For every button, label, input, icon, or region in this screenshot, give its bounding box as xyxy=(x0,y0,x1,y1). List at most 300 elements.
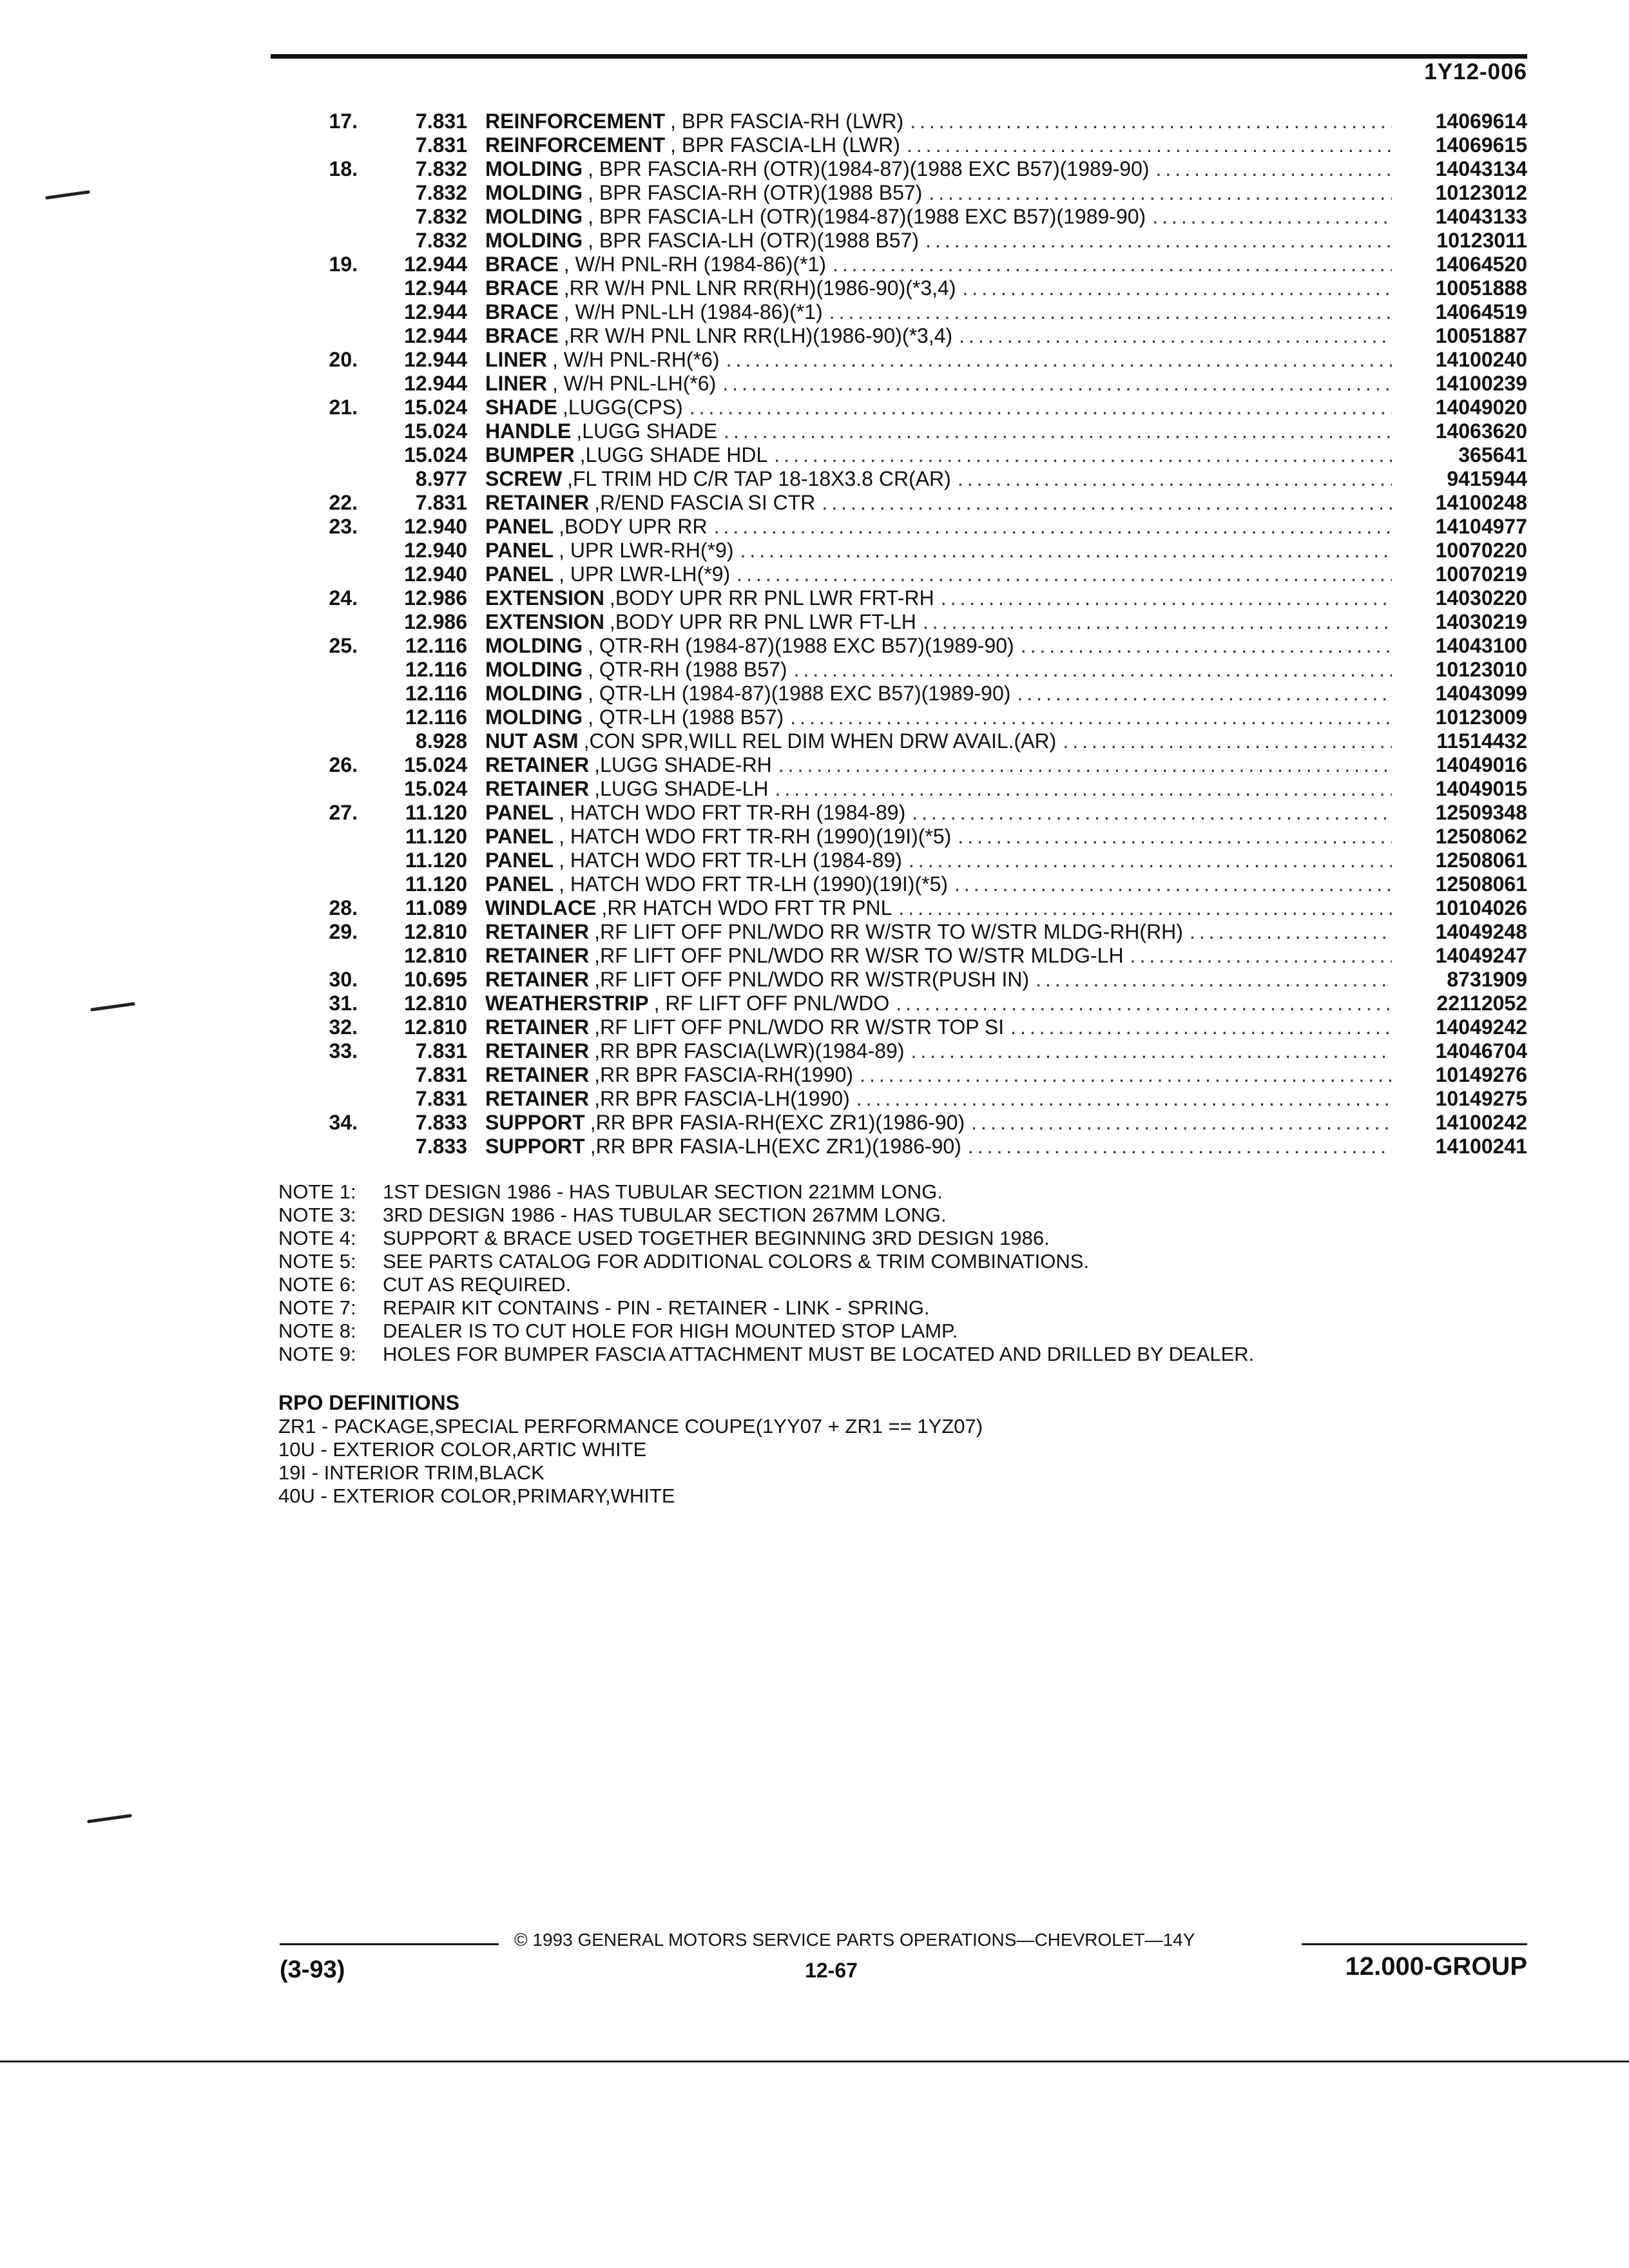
part-detail: ,RR W/H PNL LNR RR(LH)(1986-90)(*3,4) xyxy=(563,324,953,347)
dot-leader xyxy=(962,276,1392,300)
part-description xyxy=(485,396,1398,419)
dot-leader xyxy=(833,253,1392,276)
group-number: 7.831 xyxy=(415,1087,467,1110)
group-number: 11.120 xyxy=(405,872,467,896)
group-number: 15.024 xyxy=(404,396,467,419)
part-name: MOLDING xyxy=(485,181,583,204)
group-number: 12.940 xyxy=(404,562,467,586)
ref-number: 23. xyxy=(329,515,358,538)
note-text: HOLES FOR BUMPER FASCIA ATTACHMENT MUST BE LOCATED AND DRILLED BY DEALER. xyxy=(383,1343,1255,1365)
part-detail: ,BODY UPR RR PNL LWR FRT-RH xyxy=(609,586,934,610)
part-row xyxy=(284,1015,1527,1039)
part-number: 14043100 xyxy=(1435,634,1527,657)
part-description xyxy=(485,324,1398,348)
part-description xyxy=(485,920,1398,944)
part-description xyxy=(485,849,1398,872)
ref-number: 17. xyxy=(329,110,358,133)
dot-leader xyxy=(959,324,1392,348)
part-number: 10149275 xyxy=(1435,1087,1527,1110)
part-description xyxy=(485,562,1398,586)
ref-number: 25. xyxy=(329,634,358,657)
ref-number: 21. xyxy=(329,396,358,419)
part-detail: ,RR BPR FASCIA(LWR)(1984-89) xyxy=(594,1039,905,1062)
part-name: RETAINER xyxy=(485,491,590,514)
part-detail: ,RF LIFT OFF PNL/WDO RR W/STR TO W/STR MLDG-RH(RH) xyxy=(594,920,1183,943)
part-name: MOLDING xyxy=(485,634,583,657)
part-number: 10123010 xyxy=(1435,658,1527,681)
part-detail: ,RF LIFT OFF PNL/WDO RR W/STR TOP SI xyxy=(594,1015,1005,1039)
part-name: EXTENSION xyxy=(485,610,604,633)
part-name: RETAINER xyxy=(485,1039,590,1062)
part-number: 14049020 xyxy=(1435,396,1527,419)
part-number: 9415944 xyxy=(1447,467,1527,490)
part-detail: , RF LIFT OFF PNL/WDO xyxy=(653,992,890,1015)
part-detail: ,BODY UPR RR PNL LWR FT-LH xyxy=(609,610,916,633)
part-description xyxy=(485,944,1398,968)
part-row xyxy=(284,729,1527,753)
dot-leader xyxy=(794,658,1392,682)
dot-leader xyxy=(726,348,1392,372)
part-name: MOLDING xyxy=(485,205,583,228)
part-row xyxy=(284,849,1527,872)
ref-number: 19. xyxy=(329,253,358,276)
ref-number: 30. xyxy=(329,968,358,991)
part-detail: ,BODY UPR RR xyxy=(559,515,708,538)
group-number: 7.832 xyxy=(415,157,467,180)
part-number: 14049015 xyxy=(1435,777,1527,800)
group-number: 10.695 xyxy=(404,968,467,991)
part-number: 10123012 xyxy=(1435,181,1527,204)
part-number: 14043134 xyxy=(1435,157,1527,180)
part-number: 10149276 xyxy=(1435,1063,1527,1086)
part-detail: ,RF LIFT OFF PNL/WDO RR W/STR(PUSH IN) xyxy=(594,968,1030,991)
dot-leader xyxy=(860,1063,1392,1087)
group-number: 12.944 xyxy=(404,372,467,395)
part-row xyxy=(284,443,1527,467)
part-number: 14104977 xyxy=(1435,515,1527,538)
part-description xyxy=(485,825,1398,849)
part-detail: ,R/END FASCIA SI CTR xyxy=(594,491,816,514)
part-detail: , W/H PNL-LH (1984-86)(*1) xyxy=(563,300,823,323)
part-detail: ,LUGG SHADE-RH xyxy=(594,753,772,776)
part-detail: ,CON SPR,WILL REL DIM WHEN DRW AVAIL.(AR) xyxy=(583,729,1057,753)
group-number: 7.831 xyxy=(415,1063,467,1086)
ref-number: 34. xyxy=(329,1111,358,1134)
dot-leader xyxy=(907,133,1392,157)
group-number: 8.928 xyxy=(415,729,467,753)
footer-date: (3-93) xyxy=(280,1956,345,1983)
part-name: WEATHERSTRIP xyxy=(485,992,649,1015)
part-row xyxy=(284,229,1527,253)
dot-leader xyxy=(923,610,1392,634)
part-row xyxy=(284,419,1527,443)
part-detail: ,RR BPR FASIA-LH(EXC ZR1)(1986-90) xyxy=(590,1135,961,1158)
dot-leader xyxy=(724,419,1392,443)
group-number: 15.024 xyxy=(404,753,467,776)
part-row xyxy=(284,1135,1527,1158)
dot-leader xyxy=(1156,157,1392,181)
part-number: 12508061 xyxy=(1435,872,1527,896)
part-detail: , QTR-LH (1988 B57) xyxy=(588,706,784,729)
group-number: 12.944 xyxy=(404,253,467,276)
part-name: SHADE xyxy=(485,396,558,419)
part-name: BRACE xyxy=(485,276,559,300)
part-name: RETAINER xyxy=(485,753,590,776)
part-name: BRACE xyxy=(485,324,559,347)
part-detail: , W/H PNL-LH(*6) xyxy=(552,372,717,395)
part-name: MOLDING xyxy=(485,682,583,705)
dot-leader xyxy=(775,777,1392,801)
note-text: SUPPORT & BRACE USED TOGETHER BEGINNING 3RD DESIGN 1986. xyxy=(383,1227,1050,1249)
group-number: 11.089 xyxy=(405,896,467,919)
group-number: 11.120 xyxy=(405,849,467,872)
part-detail: , BPR FASCIA-LH (OTR)(1988 B57) xyxy=(588,229,920,252)
part-detail: ,RF LIFT OFF PNL/WDO RR W/SR TO W/STR MLDG-LH xyxy=(594,944,1124,967)
footer-rule-right xyxy=(1302,1943,1527,1945)
part-number: 14043133 xyxy=(1435,205,1527,228)
rpo-heading: RPO DEFINITIONS xyxy=(278,1391,459,1414)
part-number: 14064520 xyxy=(1435,253,1527,276)
dot-leader xyxy=(1152,205,1392,229)
part-detail: , W/H PNL-RH(*6) xyxy=(552,348,720,371)
notes-section xyxy=(278,1180,1503,1366)
part-detail: , BPR FASCIA-LH (LWR) xyxy=(670,133,900,157)
part-name: REINFORCEMENT xyxy=(485,133,666,157)
part-detail: ,RR HATCH WDO FRT TR PNL xyxy=(601,896,892,919)
part-detail: ,LUGG SHADE xyxy=(576,419,718,443)
part-description xyxy=(485,706,1398,729)
footer-page-number: 12-67 xyxy=(805,1959,858,1982)
group-number: 12.116 xyxy=(405,634,467,657)
group-number: 12.940 xyxy=(404,539,467,562)
part-number: 14100248 xyxy=(1435,491,1527,514)
note-text: CUT AS REQUIRED. xyxy=(383,1273,572,1296)
note-text: REPAIR KIT CONTAINS - PIN - RETAINER - LINK - SPRING. xyxy=(383,1296,930,1319)
part-detail: , BPR FASCIA-RH (LWR) xyxy=(670,110,904,133)
binder-mark xyxy=(45,190,90,200)
part-row xyxy=(284,706,1527,729)
dot-leader xyxy=(737,562,1392,586)
part-row xyxy=(284,1087,1527,1111)
part-number: 14064519 xyxy=(1435,300,1527,323)
ref-number: 27. xyxy=(329,801,358,824)
part-description xyxy=(485,157,1398,181)
note-label: NOTE 4: xyxy=(278,1227,356,1249)
part-description xyxy=(485,968,1398,992)
part-number: 14063620 xyxy=(1435,419,1527,443)
part-row xyxy=(284,872,1527,896)
part-row xyxy=(284,467,1527,491)
part-row xyxy=(284,300,1527,324)
part-name: SUPPORT xyxy=(485,1111,585,1134)
part-name: PANEL xyxy=(485,562,554,586)
part-row xyxy=(284,586,1527,610)
part-name: HANDLE xyxy=(485,419,572,443)
part-description xyxy=(485,253,1398,276)
note-row xyxy=(278,1227,1503,1250)
dot-leader xyxy=(774,443,1392,467)
part-number: 14049242 xyxy=(1435,1015,1527,1039)
part-description xyxy=(485,348,1398,372)
group-number: 12.810 xyxy=(404,920,467,943)
group-number: 12.944 xyxy=(404,300,467,323)
dot-leader xyxy=(740,539,1392,562)
part-row xyxy=(284,682,1527,706)
ref-number: 24. xyxy=(329,586,358,610)
note-label: NOTE 8: xyxy=(278,1320,356,1342)
part-detail: ,LUGG(CPS) xyxy=(563,396,683,419)
part-name: SCREW xyxy=(485,467,563,490)
group-number: 12.986 xyxy=(404,610,467,633)
part-detail: , QTR-RH (1984-87)(1988 EXC B57)(1989-90) xyxy=(588,634,1014,657)
part-description xyxy=(485,110,1398,133)
part-description xyxy=(485,610,1398,634)
part-name: NUT ASM xyxy=(485,729,579,753)
part-description xyxy=(485,276,1398,300)
part-number: 12508061 xyxy=(1435,849,1527,872)
part-description xyxy=(485,372,1398,396)
part-description xyxy=(485,801,1398,825)
note-row xyxy=(278,1250,1503,1273)
part-number: 14043099 xyxy=(1435,682,1527,705)
dot-leader xyxy=(790,706,1392,729)
part-number: 10123011 xyxy=(1436,229,1527,252)
part-detail: , HATCH WDO FRT TR-RH (1984-89) xyxy=(559,801,906,824)
group-number: 15.024 xyxy=(404,419,467,443)
dot-leader xyxy=(1010,1015,1392,1039)
dot-leader xyxy=(1017,682,1392,706)
part-name: BRACE xyxy=(485,300,559,323)
part-row xyxy=(284,562,1527,586)
group-number: 12.810 xyxy=(404,1015,467,1039)
part-name: PANEL xyxy=(485,539,554,562)
dot-leader xyxy=(722,372,1392,396)
dot-leader xyxy=(778,753,1392,777)
binder-mark xyxy=(87,1814,132,1823)
dot-leader xyxy=(856,1087,1392,1111)
dot-leader xyxy=(1190,920,1392,944)
part-description xyxy=(485,181,1398,205)
part-row xyxy=(284,658,1527,682)
part-name: PANEL xyxy=(485,825,554,848)
group-number: 7.833 xyxy=(415,1111,467,1134)
ref-number: 33. xyxy=(329,1039,358,1062)
part-description xyxy=(485,634,1398,658)
part-description xyxy=(485,491,1398,515)
ref-number: 31. xyxy=(329,992,358,1015)
part-name: RETAINER xyxy=(485,920,590,943)
part-name: MOLDING xyxy=(485,658,583,681)
dot-leader xyxy=(909,849,1392,872)
rpo-line: 40U - EXTERIOR COLOR,PRIMARY,WHITE xyxy=(278,1485,675,1507)
part-number: 8731909 xyxy=(1447,968,1527,991)
part-row xyxy=(284,825,1527,849)
part-name: BUMPER xyxy=(485,443,575,466)
part-number: 12508062 xyxy=(1435,825,1527,848)
part-detail: , HATCH WDO FRT TR-LH (1984-89) xyxy=(559,849,902,872)
part-description xyxy=(485,586,1398,610)
dot-leader xyxy=(829,300,1392,324)
part-name: SUPPORT xyxy=(485,1135,585,1158)
dot-leader xyxy=(958,467,1392,491)
dot-leader xyxy=(971,1111,1392,1135)
part-description xyxy=(485,872,1398,896)
ref-number: 32. xyxy=(329,1015,358,1039)
part-description xyxy=(485,539,1398,562)
dot-leader xyxy=(1063,729,1392,753)
group-number: 7.831 xyxy=(415,133,467,157)
ref-number: 20. xyxy=(329,348,358,371)
part-number: 14030219 xyxy=(1435,610,1527,633)
note-row xyxy=(278,1320,1503,1343)
part-description xyxy=(485,443,1398,467)
part-row xyxy=(284,324,1527,348)
dot-leader xyxy=(714,515,1392,539)
part-description xyxy=(485,419,1398,443)
part-detail: , QTR-LH (1984-87)(1988 EXC B57)(1989-90) xyxy=(588,682,1011,705)
part-number: 14069615 xyxy=(1435,133,1527,157)
group-number: 12.116 xyxy=(405,706,467,729)
ref-number: 26. xyxy=(329,753,358,776)
part-description xyxy=(485,1135,1398,1158)
note-label: NOTE 6: xyxy=(278,1273,356,1296)
part-name: MOLDING xyxy=(485,229,583,252)
note-text: SEE PARTS CATALOG FOR ADDITIONAL COLORS & TRIM COMBINATIONS. xyxy=(383,1250,1090,1273)
note-label: NOTE 3: xyxy=(278,1204,356,1226)
note-row xyxy=(278,1204,1503,1227)
group-number: 8.977 xyxy=(415,467,467,490)
dot-leader xyxy=(958,825,1392,849)
part-detail: , HATCH WDO FRT TR-LH (1990)(19I)(*5) xyxy=(559,872,949,896)
part-detail: , BPR FASCIA-LH (OTR)(1984-87)(1988 EXC B57)(1989-90) xyxy=(588,205,1146,228)
part-number: 10104026 xyxy=(1435,896,1527,919)
group-number: 7.832 xyxy=(415,181,467,204)
group-number: 7.831 xyxy=(415,1039,467,1062)
dot-leader xyxy=(941,586,1392,610)
part-number: 14069614 xyxy=(1435,110,1527,133)
bottom-rule xyxy=(0,2061,1629,2062)
group-number: 7.831 xyxy=(415,110,467,133)
part-row xyxy=(284,920,1527,944)
note-label: NOTE 7: xyxy=(278,1296,356,1319)
dot-leader xyxy=(1036,968,1392,992)
dot-leader xyxy=(1021,634,1392,658)
part-description xyxy=(485,658,1398,682)
part-description xyxy=(485,1039,1398,1063)
part-row xyxy=(284,253,1527,276)
rpo-line: ZR1 - PACKAGE,SPECIAL PERFORMANCE COUPE(1YY07 + ZR1 == 1YZ07) xyxy=(278,1415,983,1437)
group-number: 7.831 xyxy=(415,491,467,514)
note-label: NOTE 9: xyxy=(278,1343,356,1365)
part-detail: , UPR LWR-LH(*9) xyxy=(559,562,731,586)
part-description xyxy=(485,1015,1398,1039)
part-description xyxy=(485,229,1398,253)
dot-leader xyxy=(910,110,1392,133)
part-number: 14049248 xyxy=(1435,920,1527,943)
part-number: 10070220 xyxy=(1435,539,1527,562)
rpo-line: 10U - EXTERIOR COLOR,ARTIC WHITE xyxy=(278,1438,647,1461)
part-name: EXTENSION xyxy=(485,586,604,610)
part-row xyxy=(284,157,1527,181)
ref-number: 18. xyxy=(329,157,358,180)
rpo-line: 19I - INTERIOR TRIM,BLACK xyxy=(278,1461,545,1484)
part-row xyxy=(284,110,1527,133)
group-number: 11.120 xyxy=(405,825,467,848)
part-description xyxy=(485,467,1398,491)
part-row xyxy=(284,753,1527,777)
group-number: 15.024 xyxy=(404,443,467,466)
part-row xyxy=(284,1039,1527,1063)
part-detail: ,RR W/H PNL LNR RR(RH)(1986-90)(*3,4) xyxy=(563,276,956,300)
part-row xyxy=(284,992,1527,1015)
part-detail: ,LUGG SHADE-LH xyxy=(594,777,769,800)
part-row xyxy=(284,491,1527,515)
part-number: 10051887 xyxy=(1435,324,1527,347)
group-number: 12.986 xyxy=(404,586,467,610)
part-row xyxy=(284,348,1527,372)
part-detail: , UPR LWR-RH(*9) xyxy=(559,539,734,562)
part-number: 12509348 xyxy=(1435,801,1527,824)
part-name: PANEL xyxy=(485,801,554,824)
part-number: 14030220 xyxy=(1435,586,1527,610)
part-detail: , BPR FASCIA-RH (OTR)(1984-87)(1988 EXC B57)(1989-90) xyxy=(588,157,1150,180)
part-row xyxy=(284,1111,1527,1135)
dot-leader xyxy=(689,396,1392,419)
part-detail: ,RR BPR FASIA-RH(EXC ZR1)(1986-90) xyxy=(590,1111,965,1134)
dot-leader xyxy=(954,872,1392,896)
group-number: 12.116 xyxy=(405,658,467,681)
part-row xyxy=(284,610,1527,634)
part-detail: ,FL TRIM HD C/R TAP 18-18X3.8 CR(AR) xyxy=(567,467,951,490)
parts-list xyxy=(284,110,1527,1158)
dot-leader xyxy=(1130,944,1392,968)
group-number: 12.944 xyxy=(404,348,467,371)
group-number: 7.833 xyxy=(415,1135,467,1158)
part-row xyxy=(284,396,1527,419)
part-name: PANEL xyxy=(485,872,554,896)
part-row xyxy=(284,205,1527,229)
header-rule xyxy=(271,54,1527,59)
part-row xyxy=(284,801,1527,825)
part-row xyxy=(284,372,1527,396)
part-name: RETAINER xyxy=(485,968,590,991)
note-label: NOTE 1: xyxy=(278,1180,356,1203)
part-row xyxy=(284,181,1527,205)
part-row xyxy=(284,276,1527,300)
part-detail: ,LUGG SHADE HDL xyxy=(579,443,768,466)
note-row xyxy=(278,1296,1503,1320)
group-number: 12.116 xyxy=(405,682,467,705)
part-detail: , W/H PNL-RH (1984-86)(*1) xyxy=(563,253,826,276)
note-text: 1ST DESIGN 1986 - HAS TUBULAR SECTION 221MM LONG. xyxy=(383,1180,943,1203)
part-name: PANEL xyxy=(485,515,554,538)
note-row xyxy=(278,1273,1503,1296)
group-number: 12.940 xyxy=(404,515,467,538)
part-name: LINER xyxy=(485,372,547,395)
group-number: 11.120 xyxy=(405,801,467,824)
dot-leader xyxy=(896,992,1392,1015)
note-row xyxy=(278,1343,1503,1366)
dot-leader xyxy=(968,1135,1392,1158)
part-name: RETAINER xyxy=(485,1087,590,1110)
footer-rule-left xyxy=(280,1943,499,1945)
part-row xyxy=(284,539,1527,562)
dot-leader xyxy=(898,896,1392,920)
part-detail: ,RR BPR FASCIA-LH(1990) xyxy=(594,1087,850,1110)
part-name: LINER xyxy=(485,348,547,371)
part-row xyxy=(284,896,1527,920)
group-number: 12.810 xyxy=(404,944,467,967)
